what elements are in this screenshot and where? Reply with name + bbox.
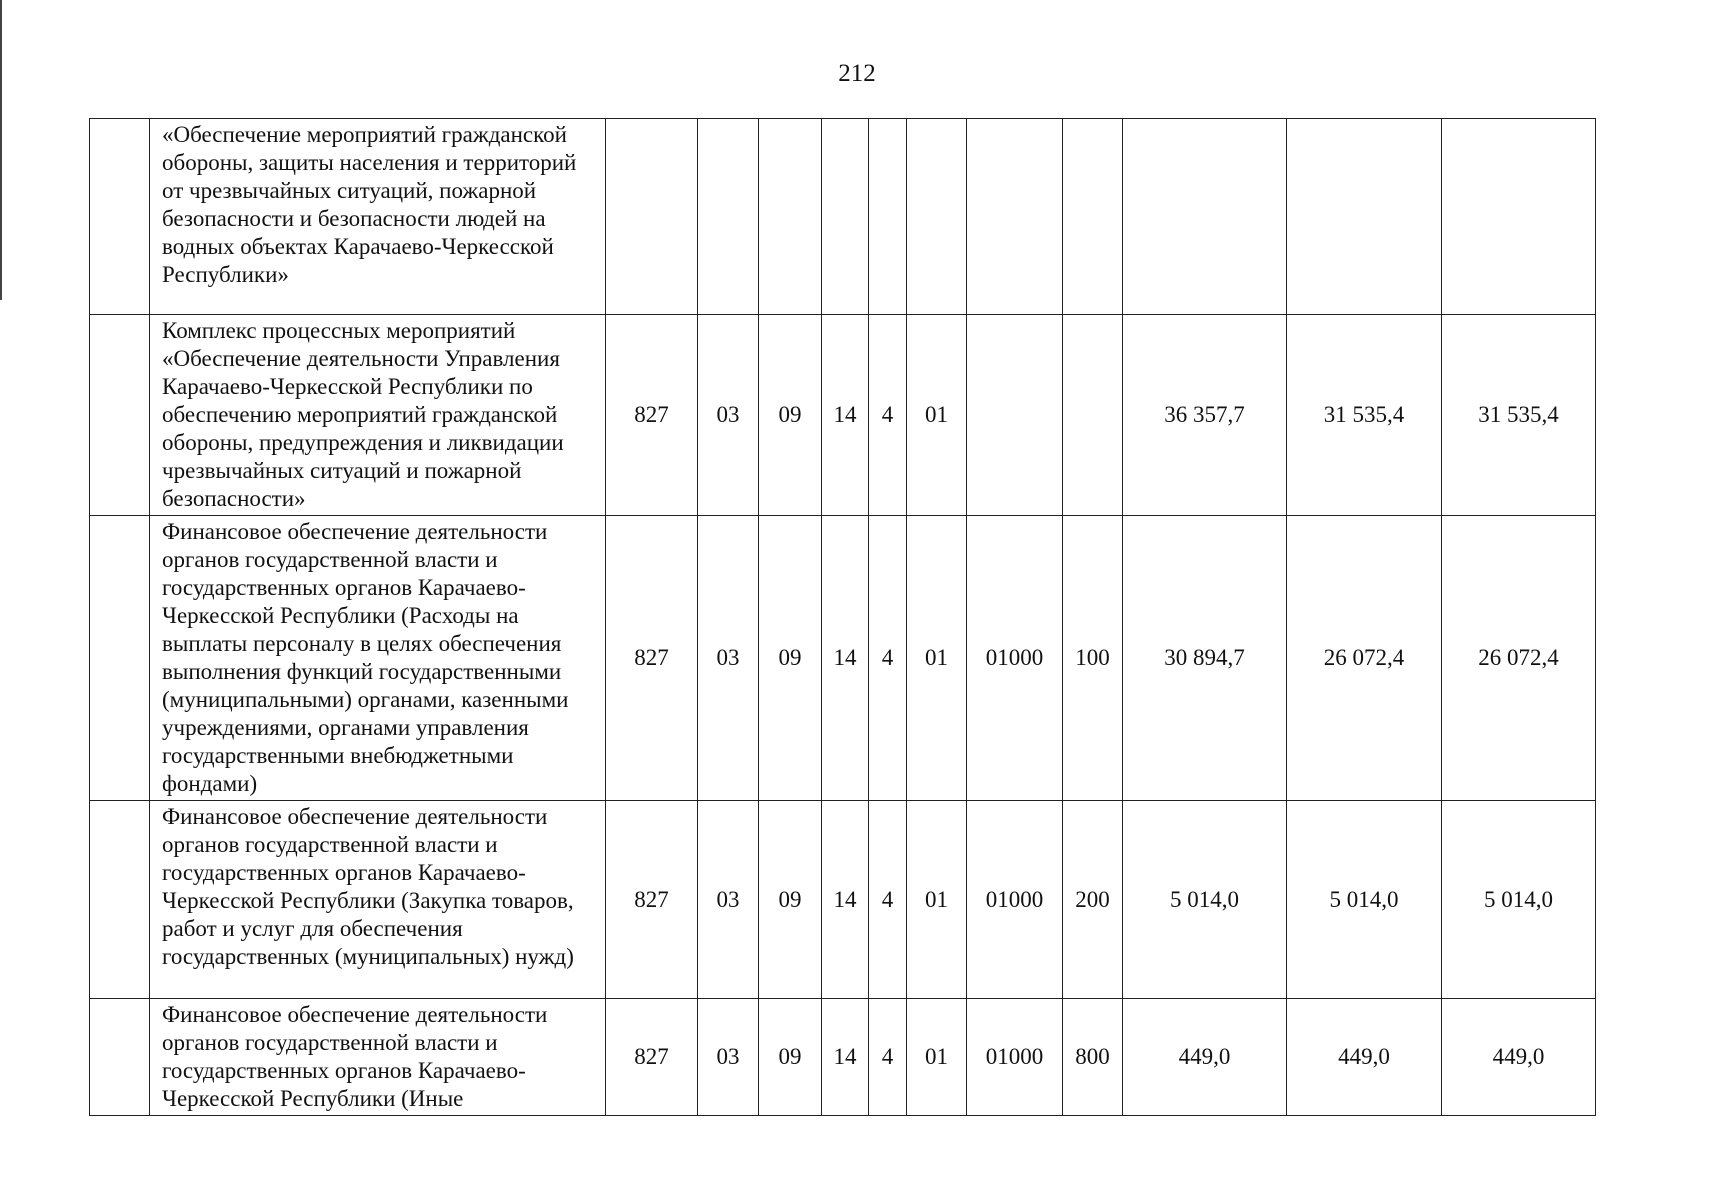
table-row (90, 516, 1596, 801)
expense-type-cell (1063, 315, 1123, 516)
budget-table (89, 118, 1596, 1116)
section-code-cell: 03 (698, 999, 759, 1116)
expense-code-cell: 01000 (967, 999, 1063, 1116)
direction-code-cell: 01 (907, 315, 967, 516)
section-code-cell (698, 119, 759, 315)
subprogram-code-cell: 4 (869, 315, 907, 516)
expense-code-cell (967, 315, 1063, 516)
description-cell: «Обеспечение мероприятий гражданской обороны, защиты населения и территорий от чрезвычайных ситуаций, пожарной безопасности и безопасности людей на водных объектах Карачаево-Черкесской Республики» (150, 119, 606, 315)
amount-2-cell: 5 014,0 (1287, 801, 1442, 999)
page-number: 212 (838, 60, 876, 87)
table-row (90, 315, 1596, 516)
subsection-code-cell (759, 119, 822, 315)
subprogram-code-cell (869, 119, 907, 315)
amount-1-cell: 449,0 (1123, 999, 1287, 1116)
section-code-cell: 03 (698, 315, 759, 516)
direction-code-cell (907, 119, 967, 315)
expense-type-cell: 200 (1063, 801, 1123, 999)
description-cell: Финансовое обеспечение деятельности органов государственной власти и государственных органов Карачаево-Черкесской Республики (Расходы на выплаты персоналу в целях обеспечения выполнения функций государственными (муниципальными) органами, казенными учреждениями, органами управления государственными внебюджетными фондами) (150, 516, 606, 801)
program-code-cell: 14 (822, 999, 869, 1116)
amount-1-cell (1123, 119, 1287, 315)
amount-3-cell (1442, 119, 1596, 315)
program-code-cell: 14 (822, 516, 869, 801)
row-number-cell (90, 315, 150, 516)
row-number-cell (90, 801, 150, 999)
program-code-cell: 14 (822, 315, 869, 516)
table-row (90, 801, 1596, 999)
subsection-code-cell: 09 (759, 315, 822, 516)
row-number-cell (90, 999, 150, 1116)
table-row (90, 119, 1596, 315)
expense-code-cell: 01000 (967, 516, 1063, 801)
subprogram-code-cell: 4 (869, 801, 907, 999)
amount-2-cell: 449,0 (1287, 999, 1442, 1116)
amount-3-cell: 26 072,4 (1442, 516, 1596, 801)
ministry-code-cell (606, 119, 698, 315)
scan-edge-mark (0, 0, 2, 300)
description-cell: Финансовое обеспечение деятельности органов государственной власти и государственных органов Карачаево-Черкесской Республики (Иные (150, 999, 606, 1116)
description-cell: Комплекс процессных мероприятий «Обеспечение деятельности Управления Карачаево-Черкесской Республики по обеспечению мероприятий гражданской обороны, предупреждения и ликвидации чрезвычайных ситуаций и пожарной безопасности» (150, 315, 606, 516)
subprogram-code-cell: 4 (869, 516, 907, 801)
amount-3-cell: 31 535,4 (1442, 315, 1596, 516)
amount-1-cell: 30 894,7 (1123, 516, 1287, 801)
expense-type-cell (1063, 119, 1123, 315)
amount-3-cell: 5 014,0 (1442, 801, 1596, 999)
row-number-cell (90, 119, 150, 315)
direction-code-cell: 01 (907, 801, 967, 999)
description-cell: Финансовое обеспечение деятельности органов государственной власти и государственных органов Карачаево-Черкесской Республики (Закупка товаров, работ и услуг для обеспечения государственных (муниципальных) нужд) (150, 801, 606, 999)
program-code-cell (822, 119, 869, 315)
expense-type-cell: 100 (1063, 516, 1123, 801)
amount-1-cell: 5 014,0 (1123, 801, 1287, 999)
direction-code-cell: 01 (907, 516, 967, 801)
subprogram-code-cell: 4 (869, 999, 907, 1116)
row-number-cell (90, 516, 150, 801)
expense-code-cell (967, 119, 1063, 315)
ministry-code-cell: 827 (606, 999, 698, 1116)
program-code-cell: 14 (822, 801, 869, 999)
expense-type-cell: 800 (1063, 999, 1123, 1116)
section-code-cell: 03 (698, 516, 759, 801)
table-row (90, 999, 1596, 1116)
amount-2-cell: 26 072,4 (1287, 516, 1442, 801)
subsection-code-cell: 09 (759, 801, 822, 999)
section-code-cell: 03 (698, 801, 759, 999)
ministry-code-cell: 827 (606, 315, 698, 516)
amount-2-cell (1287, 119, 1442, 315)
amount-1-cell: 36 357,7 (1123, 315, 1287, 516)
subsection-code-cell: 09 (759, 999, 822, 1116)
amount-3-cell: 449,0 (1442, 999, 1596, 1116)
expense-code-cell: 01000 (967, 801, 1063, 999)
subsection-code-cell: 09 (759, 516, 822, 801)
ministry-code-cell: 827 (606, 801, 698, 999)
amount-2-cell: 31 535,4 (1287, 315, 1442, 516)
direction-code-cell: 01 (907, 999, 967, 1116)
ministry-code-cell: 827 (606, 516, 698, 801)
